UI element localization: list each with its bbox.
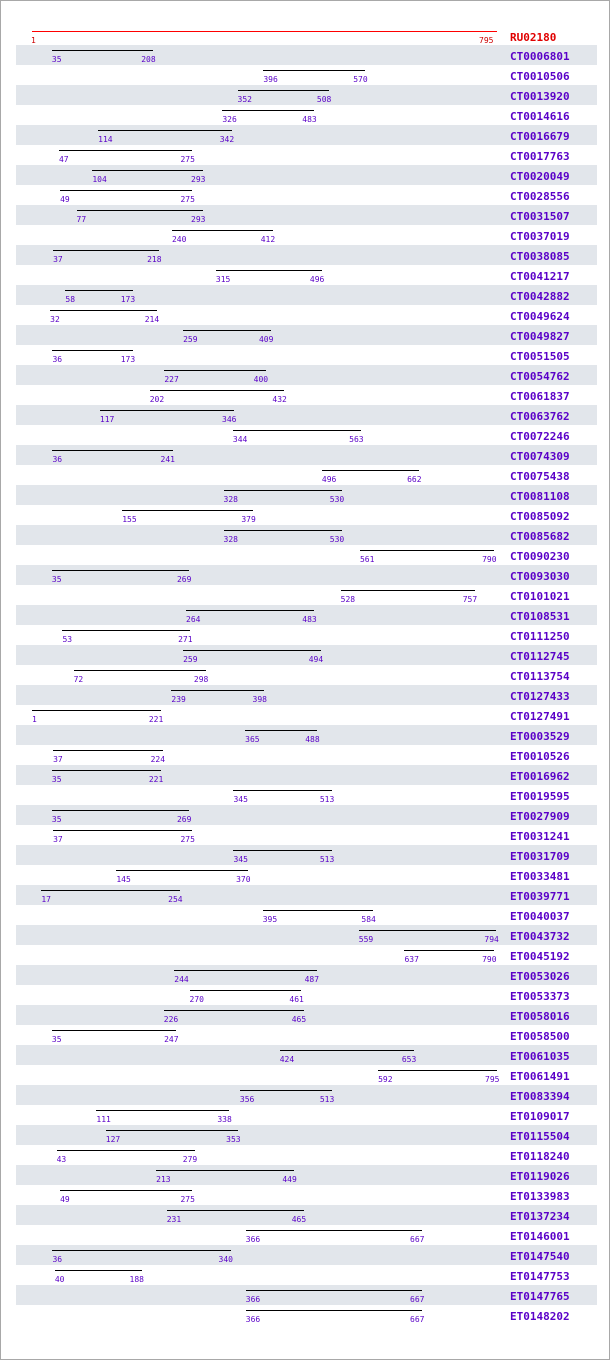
alignment-start-label: 264 <box>186 615 201 624</box>
alignment-bar <box>52 1250 230 1251</box>
alignment-name-link[interactable]: ET0119026 <box>510 1170 570 1183</box>
alignment-name-link[interactable]: CT0049624 <box>510 310 570 323</box>
alignment-end-label: 508 <box>316 95 332 104</box>
alignment-start-label: 345 <box>233 795 248 804</box>
alignment-start-label: 366 <box>245 1315 261 1324</box>
alignment-name-link[interactable]: CT0037019 <box>510 230 570 243</box>
alignment-start-label: 104 <box>92 175 107 184</box>
alignment-end-label: 513 <box>319 855 335 864</box>
alignment-start-label: 231 <box>166 1215 182 1224</box>
alignment-name-link[interactable]: ET0043732 <box>510 930 570 943</box>
alignment-bar <box>359 930 497 931</box>
reference-name-link[interactable]: RU02180 <box>510 31 557 44</box>
alignment-name-link[interactable]: ET0083394 <box>510 1090 570 1103</box>
alignment-end-label: 432 <box>272 395 287 404</box>
alignment-start-label: 17 <box>41 895 51 904</box>
alignment-bar <box>233 790 331 791</box>
alignment-name-link[interactable]: CT0016679 <box>510 130 570 143</box>
alignment-name-link[interactable]: ET0061491 <box>510 1070 570 1083</box>
alignment-end-label: 271 <box>178 635 193 644</box>
alignment-bar <box>52 50 153 51</box>
alignment-end-label: 653 <box>401 1055 417 1064</box>
alignment-end-label: 465 <box>291 1215 307 1224</box>
alignment-start-label: 559 <box>358 935 374 944</box>
alignment-name-link[interactable]: ET0031709 <box>510 850 570 863</box>
alignment-end-label: 173 <box>120 355 136 364</box>
alignment-start-label: 637 <box>404 955 419 964</box>
alignment-end-label: 247 <box>164 1035 179 1044</box>
alignment-name-link[interactable]: ET0045192 <box>510 950 570 963</box>
alignment-name-link[interactable]: ET0016962 <box>510 770 570 783</box>
alignment-name-link[interactable]: CT0013920 <box>510 90 570 103</box>
alignment-bar <box>263 910 374 911</box>
alignment-name-link[interactable]: ET0147765 <box>510 1290 570 1303</box>
alignment-end-label: 208 <box>141 55 156 64</box>
alignment-end-label: 465 <box>291 1015 307 1024</box>
alignment-start-label: 365 <box>245 735 260 744</box>
alignment-end-label: 338 <box>217 1115 232 1124</box>
alignment-name-link[interactable]: CT0127433 <box>510 690 570 703</box>
alignment-name-link[interactable]: ET0058016 <box>510 1010 570 1023</box>
alignment-name-link[interactable]: ET0053373 <box>510 990 570 1003</box>
alignment-end-label: 513 <box>319 795 335 804</box>
alignment-bar <box>53 830 192 831</box>
alignment-end-label: 293 <box>191 175 206 184</box>
alignment-end-label: 400 <box>253 375 269 384</box>
alignment-bar <box>52 810 189 811</box>
alignment-start-label: 424 <box>279 1055 295 1064</box>
alignment-end-label: 790 <box>482 555 497 564</box>
alignment-bar <box>100 410 234 411</box>
alignment-start-label: 344 <box>232 435 248 444</box>
alignment-bar <box>92 170 203 171</box>
alignment-name-link[interactable]: CT0101021 <box>510 590 570 603</box>
alignment-end-label: 275 <box>180 1195 195 1204</box>
alignment-start-label: 239 <box>171 695 186 704</box>
alignment-name-link[interactable]: ET0147753 <box>510 1270 570 1283</box>
alignment-start-label: 35 <box>51 775 62 784</box>
alignment-end-label: 275 <box>180 155 195 164</box>
alignment-start-label: 35 <box>51 575 62 584</box>
alignment-start-label: 528 <box>340 595 356 604</box>
alignment-start-label: 328 <box>223 535 238 544</box>
alignment-end-label: 487 <box>304 975 320 984</box>
alignment-end-label: 241 <box>160 455 175 464</box>
alignment-end-label: 188 <box>129 1275 144 1284</box>
alignment-name-link[interactable]: CT0054762 <box>510 370 570 383</box>
alignment-bar <box>404 950 494 951</box>
alignment-name-link[interactable]: CT0085092 <box>510 510 570 523</box>
alignment-start-label: 36 <box>52 1255 63 1264</box>
alignment-end-label: 409 <box>258 335 274 344</box>
alignment-start-label: 111 <box>96 1115 111 1124</box>
alignment-name-link[interactable]: CT0111250 <box>510 630 570 643</box>
alignment-start-label: 43 <box>56 1155 67 1164</box>
alignment-bar <box>238 90 329 91</box>
alignment-bar <box>55 1270 142 1271</box>
alignment-name-link[interactable]: CT0017763 <box>510 150 570 163</box>
alignment-bar <box>106 1130 238 1131</box>
alignment-bar <box>246 1290 422 1291</box>
alignment-start-label: 259 <box>183 655 198 664</box>
alignment-end-label: 795 <box>485 1075 500 1084</box>
alignment-end-label: 483 <box>302 615 317 624</box>
alignment-start-label: 37 <box>53 755 63 764</box>
alignment-start-label: 49 <box>60 1195 70 1204</box>
alignment-start-label: 53 <box>62 635 73 644</box>
alignment-start-label: 396 <box>263 75 278 84</box>
alignment-name-link[interactable]: ET0146001 <box>510 1230 570 1243</box>
alignment-bar <box>52 1030 176 1031</box>
alignment-start-label: 127 <box>105 1135 121 1144</box>
alignment-bar <box>52 570 189 571</box>
alignment-name-link[interactable]: CT0127491 <box>510 710 570 723</box>
alignment-bar <box>53 750 163 751</box>
alignment-start-label: 345 <box>233 855 248 864</box>
alignment-start-label: 213 <box>156 1175 171 1184</box>
alignment-start-label: 32 <box>50 315 60 324</box>
alignment-bar <box>172 230 273 231</box>
alignment-end-label: 269 <box>176 815 192 824</box>
alignment-bar <box>60 1190 192 1191</box>
alignment-end-label: 757 <box>462 595 478 604</box>
alignment-start-label: 47 <box>58 155 69 164</box>
alignment-end-label: 794 <box>484 935 499 944</box>
alignment-end-label: 667 <box>410 1235 425 1244</box>
alignment-end-label: 530 <box>329 495 345 504</box>
alignment-end-label: 584 <box>361 915 376 924</box>
alignment-start-label: 35 <box>51 55 62 64</box>
alignment-start-label: 561 <box>359 555 375 564</box>
alignment-name-link[interactable]: CT0085682 <box>510 530 570 543</box>
alignment-end-label: 563 <box>349 435 364 444</box>
alignment-end-label: 346 <box>222 415 237 424</box>
alignment-start-label: 315 <box>215 275 231 284</box>
alignment-start-label: 328 <box>223 495 238 504</box>
alignment-name-link[interactable]: CT0063762 <box>510 410 570 423</box>
alignment-end-label: 412 <box>260 235 276 244</box>
alignment-start-label: 49 <box>60 195 70 204</box>
alignment-bar <box>216 270 322 271</box>
alignment-bar <box>74 670 206 671</box>
alignment-start-label: 227 <box>164 375 179 384</box>
alignment-start-label: 202 <box>149 395 165 404</box>
alignment-name-link[interactable]: CT0020049 <box>510 170 570 183</box>
alignment-start-label: 326 <box>222 115 237 124</box>
alignment-end-label: 342 <box>219 135 235 144</box>
alignment-end-label: 790 <box>482 955 497 964</box>
alignment-bar <box>246 1310 422 1311</box>
alignment-end-label: 461 <box>289 995 304 1004</box>
alignment-name-link[interactable]: ET0061035 <box>510 1050 570 1063</box>
alignment-bar <box>167 1210 304 1211</box>
alignment-bar <box>53 250 159 251</box>
alignment-name-link[interactable]: CT0108531 <box>510 610 570 623</box>
alignment-name-link[interactable]: ET0019595 <box>510 790 570 803</box>
alignment-end-label: 513 <box>319 1095 335 1104</box>
alignment-bar <box>263 70 365 71</box>
alignment-end-label: 293 <box>191 215 206 224</box>
alignment-end-label: 379 <box>241 515 256 524</box>
alignment-name-link[interactable]: ET0137234 <box>510 1210 570 1223</box>
alignment-name-link[interactable]: ET0027909 <box>510 810 570 823</box>
alignment-bar <box>183 330 271 331</box>
alignment-start-label: 155 <box>122 515 137 524</box>
alignment-end-label: 173 <box>120 295 136 304</box>
alignment-start-label: 366 <box>245 1295 261 1304</box>
alignment-end-label: 667 <box>410 1295 425 1304</box>
alignment-name-link[interactable]: CT0010506 <box>510 70 570 83</box>
alignment-bar <box>183 650 321 651</box>
alignment-start-label: 496 <box>321 475 337 484</box>
alignment-end-label: 370 <box>236 875 251 884</box>
alignment-name-link[interactable]: CT0061837 <box>510 390 570 403</box>
alignment-name-link[interactable]: CT0006801 <box>510 50 570 63</box>
alignment-bar <box>116 870 248 871</box>
alignment-name-link[interactable]: ET0039771 <box>510 890 570 903</box>
alignment-end-label: 221 <box>148 775 164 784</box>
alignment-name-link[interactable]: ET0003529 <box>510 730 570 743</box>
alignment-name-link[interactable]: ET0058500 <box>510 1030 570 1043</box>
alignment-name-link[interactable]: ET0109017 <box>510 1110 570 1123</box>
alignment-bar <box>59 150 193 151</box>
alignment-bar <box>245 730 317 731</box>
alignment-bar <box>246 1230 422 1231</box>
alignment-bar <box>171 690 264 691</box>
alignment-start-label: 259 <box>183 335 198 344</box>
alignment-start-label: 117 <box>99 415 115 424</box>
alignment-name-link[interactable]: ET0133983 <box>510 1190 570 1203</box>
alignment-name-link[interactable]: CT0090230 <box>510 550 570 563</box>
alignment-start-label: 40 <box>54 1275 65 1284</box>
alignment-end-label: 488 <box>305 735 320 744</box>
alignment-start-label: 72 <box>73 675 84 684</box>
alignment-bar <box>322 470 419 471</box>
alignment-bar <box>224 530 342 531</box>
alignment-name-link[interactable]: CT0112745 <box>510 650 570 663</box>
alignment-start-label: 35 <box>51 1035 62 1044</box>
alignment-bar <box>280 1050 414 1051</box>
alignment-end-label: 279 <box>182 1155 198 1164</box>
alignment-end-label: 269 <box>176 575 192 584</box>
alignment-end-label: 662 <box>407 475 422 484</box>
alignment-name-link[interactable]: ET0010526 <box>510 750 570 763</box>
alignment-bar <box>341 590 475 591</box>
alignment-bar <box>57 1150 195 1151</box>
alignment-name-link[interactable]: CT0038085 <box>510 250 570 263</box>
alignment-start-label: 395 <box>262 915 278 924</box>
alignment-start-label: 36 <box>52 455 63 464</box>
alignment-bar <box>50 310 157 311</box>
alignment-end-label: 398 <box>252 695 267 704</box>
alignment-name-link[interactable]: CT0113754 <box>510 670 570 683</box>
alignment-bar <box>378 1070 497 1071</box>
alignment-end-label: 449 <box>282 1175 297 1184</box>
alignment-start-label: 145 <box>116 875 131 884</box>
alignment-name-link[interactable]: CT0049827 <box>510 330 570 343</box>
alignment-end-label: 494 <box>308 655 324 664</box>
alignment-end-label: 340 <box>218 1255 233 1264</box>
alignment-end-label: 298 <box>193 675 209 684</box>
alignment-name-link[interactable]: ET0053026 <box>510 970 570 983</box>
alignment-end-label: 570 <box>353 75 368 84</box>
alignment-end-label: 275 <box>180 195 195 204</box>
alignment-name-link[interactable]: CT0093030 <box>510 570 570 583</box>
reference-end-label: 795 <box>479 36 494 45</box>
alignment-name-link[interactable]: CT0041217 <box>510 270 570 283</box>
alignment-name-link[interactable]: ET0040037 <box>510 910 570 923</box>
alignment-end-label: 275 <box>180 835 195 844</box>
alignment-start-label: 37 <box>53 835 63 844</box>
alignment-bar <box>224 490 342 491</box>
alignment-bar <box>186 610 314 611</box>
alignment-name-link[interactable]: CT0074309 <box>510 450 570 463</box>
alignment-end-label: 254 <box>168 895 183 904</box>
alignment-name-link[interactable]: CT0075438 <box>510 470 570 483</box>
alignment-end-label: 667 <box>410 1315 425 1324</box>
alignment-start-label: 592 <box>378 1075 393 1084</box>
alignment-start-label: 244 <box>174 975 189 984</box>
alignment-bar <box>52 350 132 351</box>
alignment-end-label: 530 <box>329 535 345 544</box>
alignment-start-label: 226 <box>163 1015 179 1024</box>
alignment-bar <box>240 1090 332 1091</box>
alignment-end-label: 483 <box>302 115 317 124</box>
alignment-bar <box>222 110 314 111</box>
alignment-name-link[interactable]: CT0072246 <box>510 430 570 443</box>
alignment-bar <box>65 290 132 291</box>
reference-bar <box>32 31 497 32</box>
alignment-bar <box>156 1170 294 1171</box>
alignment-name-link[interactable]: ET0033481 <box>510 870 570 883</box>
alignment-bar <box>150 390 285 391</box>
alignment-bar <box>41 890 180 891</box>
reference-start-label: 1 <box>31 36 36 45</box>
alignment-name-link[interactable]: ET0118240 <box>510 1150 570 1163</box>
alignment-bar <box>52 770 161 771</box>
alignment-name-link[interactable]: CT0014616 <box>510 110 570 123</box>
alignment-bar <box>62 630 190 631</box>
alignment-end-label: 496 <box>309 275 325 284</box>
alignment-bar <box>60 190 192 191</box>
alignment-bar <box>96 1110 229 1111</box>
alignment-end-label: 218 <box>147 255 162 264</box>
alignment-name-link[interactable]: ET0147540 <box>510 1250 570 1263</box>
alignment-name-link[interactable]: CT0081108 <box>510 490 570 503</box>
alignment-start-label: 37 <box>53 255 63 264</box>
alignment-bar <box>360 550 494 551</box>
alignment-name-link[interactable]: ET0031241 <box>510 830 570 843</box>
alignment-bar <box>174 970 316 971</box>
alignment-end-label: 221 <box>148 715 164 724</box>
alignment-bar <box>164 370 265 371</box>
alignment-start-label: 35 <box>51 815 62 824</box>
alignment-bar <box>52 450 172 451</box>
alignment-start-label: 36 <box>52 355 63 364</box>
alignment-bar <box>164 1010 304 1011</box>
alignment-name-link[interactable]: CT0042882 <box>510 290 570 303</box>
alignment-bar <box>32 710 161 711</box>
alignment-start-label: 356 <box>239 1095 255 1104</box>
alignment-start-label: 58 <box>65 295 76 304</box>
alignment-start-label: 366 <box>245 1235 261 1244</box>
alignment-start-label: 352 <box>237 95 252 104</box>
alignment-bar <box>190 990 302 991</box>
alignment-bar <box>98 130 232 131</box>
alignment-name-link[interactable]: CT0031507 <box>510 210 570 223</box>
alignment-bar <box>77 210 203 211</box>
alignment-start-label: 77 <box>76 215 87 224</box>
alignment-start-label: 240 <box>171 235 187 244</box>
alignment-start-label: 270 <box>189 995 204 1004</box>
alignment-bar <box>122 510 253 511</box>
alignment-end-label: 214 <box>144 315 160 324</box>
alignment-end-label: 353 <box>226 1135 241 1144</box>
alignment-name-link[interactable]: ET0115504 <box>510 1130 570 1143</box>
alignment-name-link[interactable]: CT0051505 <box>510 350 570 363</box>
alignment-start-label: 1 <box>32 715 37 724</box>
alignment-bar <box>233 850 331 851</box>
alignment-start-label: 114 <box>98 135 113 144</box>
alignment-name-link[interactable]: CT0028556 <box>510 190 570 203</box>
alignment-name-link[interactable]: ET0148202 <box>510 1310 570 1323</box>
alignment-bar <box>233 430 361 431</box>
alignment-end-label: 224 <box>150 755 166 764</box>
